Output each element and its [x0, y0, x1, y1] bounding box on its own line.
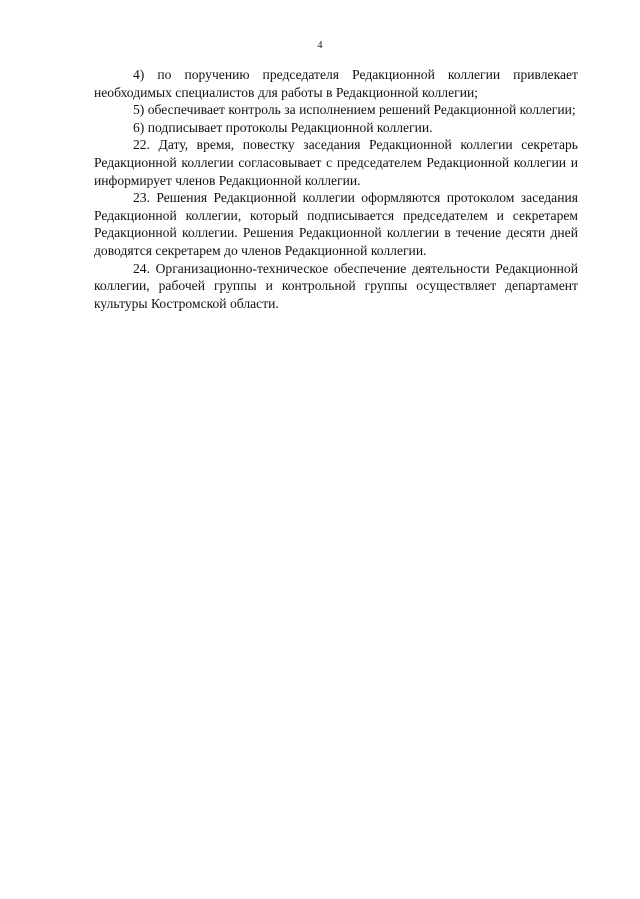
document-body [94, 66, 578, 312]
paragraph-clause-24: 24. Организационно-техническое обеспечение деятельности Редакционной коллегии, рабочей группы и контрольной группы осуществляет департамент культуры Костромской области. [94, 260, 578, 311]
paragraph-clause-22: 22. Дату, время, повестку заседания Редакционной коллегии секретарь Редакционной коллегии согласовывает с председателем Редакционной коллегии и информирует членов Редакционной коллегии. [94, 137, 578, 188]
paragraph-item-4: 4) по поручению председателя Редакционной коллегии привлекает необходимых специалистов для работы в Редакционной коллегии; [94, 67, 578, 100]
paragraph-clause-23: 23. Решения Редакционной коллегии оформляются протоколом заседания Редакционной коллегии, который подписывается председателем и секретарем Редакционной коллегии. Решения Редакционной коллегии в течение десяти дней доводятся секретарем до членов Редакционной коллегии. [94, 190, 578, 258]
paragraph-item-5: 5) обеспечивает контроль за исполнением решений Редакционной коллегии; [133, 102, 576, 118]
paragraph-item-6: 6) подписывает протоколы Редакционной коллегии. [133, 119, 433, 135]
page-number: 4 [317, 40, 323, 51]
